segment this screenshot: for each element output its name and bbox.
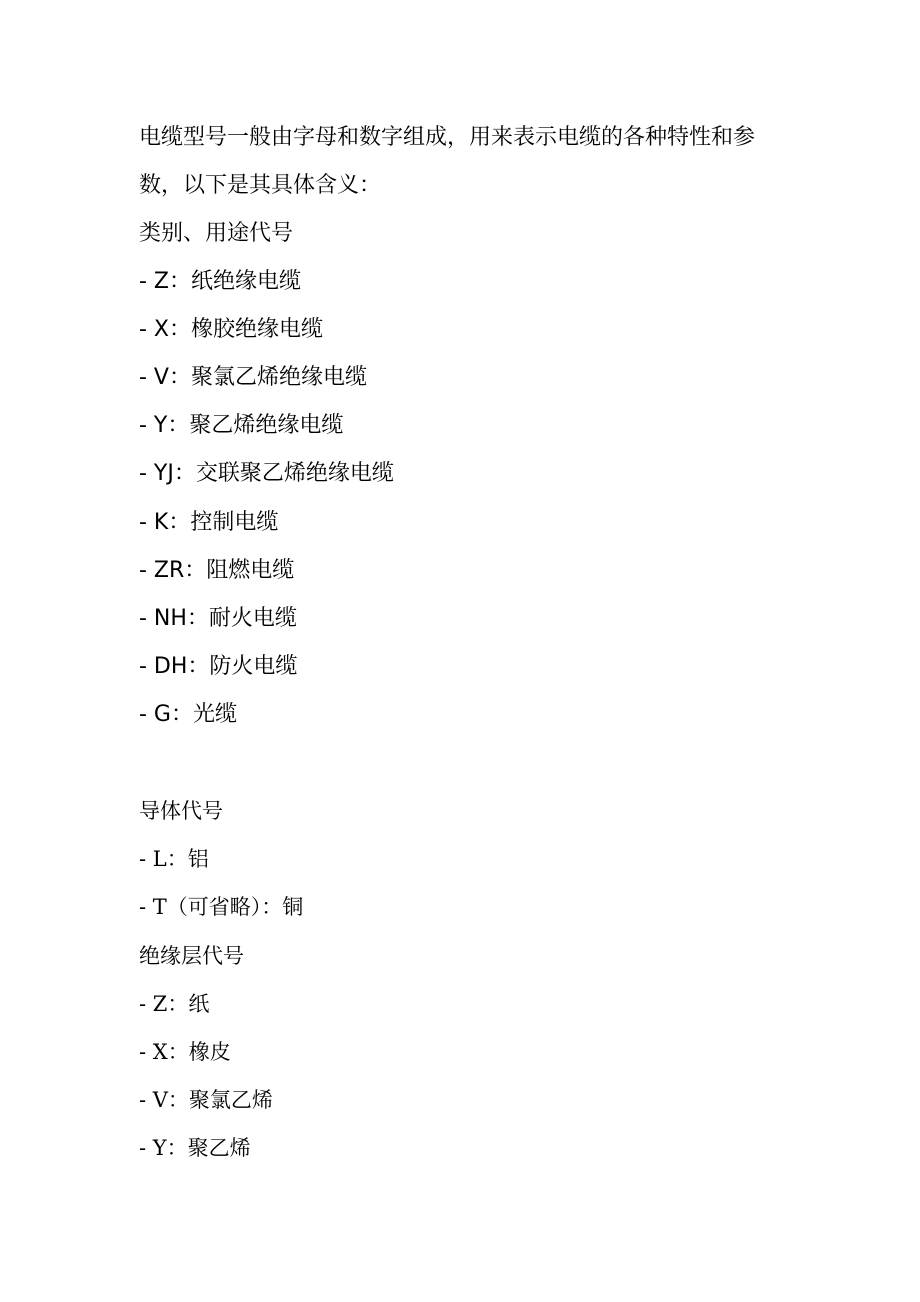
- category-item: - ZR：阻燃电缆: [139, 558, 295, 583]
- category-item: - X：橡胶绝缘电缆: [139, 317, 324, 342]
- category-item: - V：聚氯乙烯绝缘电缆: [139, 365, 367, 390]
- category-item: - Z：纸绝缘电缆: [139, 269, 302, 294]
- insulation-item: - Y：聚乙烯: [139, 1136, 251, 1160]
- category-item: - G：光缆: [139, 702, 237, 727]
- intro-line-1: 电缆型号一般由字母和数字组成，用来表示电缆的各种特性和参: [139, 125, 756, 150]
- insulation-item: - Z：纸: [139, 992, 210, 1016]
- intro-line-2: 数，以下是其具体含义：: [139, 173, 382, 198]
- category-item: - Y：聚乙烯绝缘电缆: [139, 413, 344, 438]
- category-item: - K：控制电缆: [139, 510, 279, 535]
- category-heading: 类别、用途代号: [139, 221, 294, 246]
- insulation-item: - V：聚氯乙烯: [139, 1088, 273, 1112]
- conductor-item: - L：铝: [139, 847, 209, 871]
- category-item: - NH：耐火电缆: [139, 606, 297, 631]
- conductor-heading: 导体代号: [139, 799, 223, 823]
- insulation-heading: 绝缘层代号: [139, 944, 244, 968]
- category-item: - DH：防火电缆: [139, 654, 298, 679]
- insulation-item: - X：橡皮: [139, 1040, 231, 1064]
- category-item: - YJ：交联聚乙烯绝缘电缆: [139, 461, 394, 486]
- conductor-item: - T（可省略）：铜: [139, 895, 304, 919]
